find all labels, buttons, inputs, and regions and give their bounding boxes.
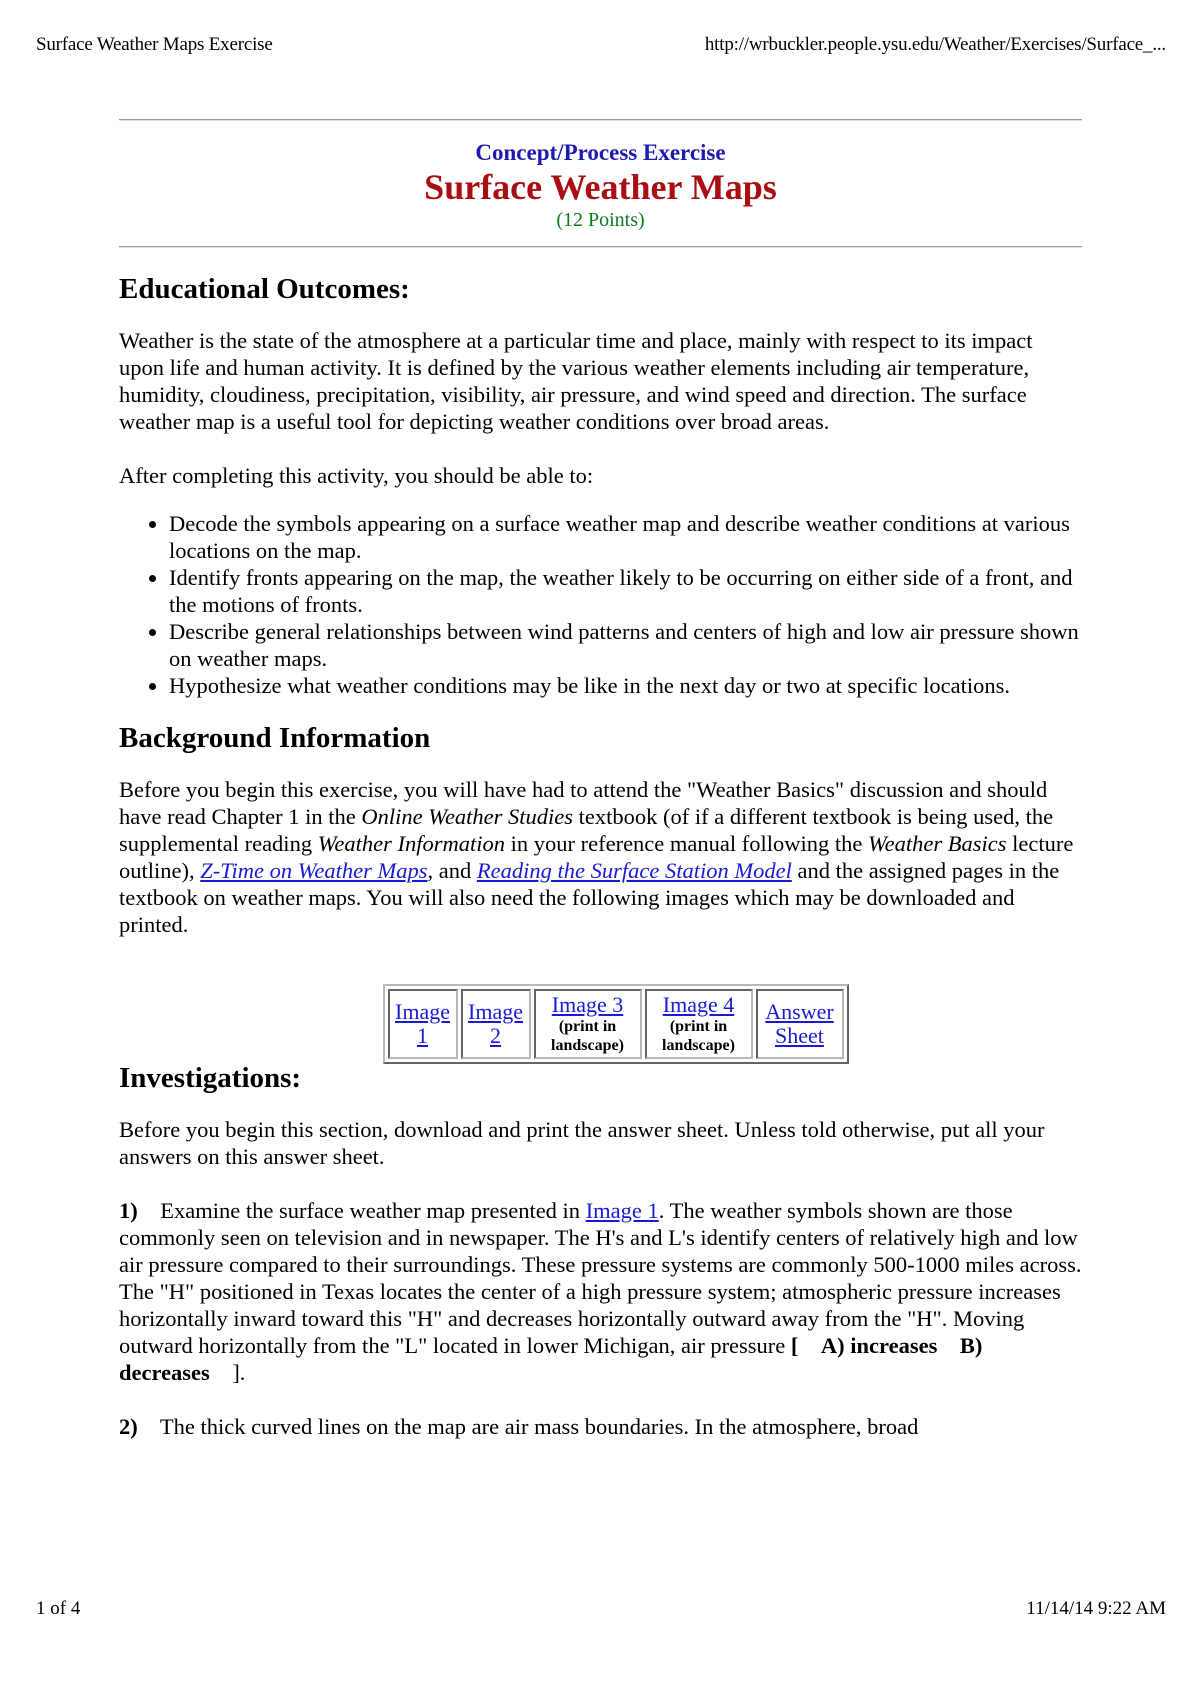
image-cell	[534, 989, 642, 1059]
bracket-close: ].	[232, 1360, 246, 1385]
print-header-title: Surface Weather Maps Exercise	[36, 34, 273, 55]
image-cell	[461, 989, 531, 1059]
background-heading: Background Information	[119, 722, 431, 754]
station-model-link[interactable]: Reading the Surface Station Model	[476, 858, 792, 883]
choice-a: A) increases	[820, 1333, 938, 1358]
image-3-link[interactable]: Image 3	[551, 992, 624, 1017]
title-block	[119, 121, 1082, 246]
question-number: 1)	[119, 1198, 138, 1223]
image-links-wrap	[119, 984, 1082, 1064]
book-title: Online Weather Studies	[361, 804, 574, 829]
text-run: The thick curved lines on the map are air mass boundaries. In the atmosphere, broad	[159, 1414, 919, 1439]
print-datetime: 11/14/14 9:22 AM	[1026, 1598, 1166, 1619]
page-content	[119, 119, 1082, 1440]
image-cell	[645, 989, 753, 1059]
choice-b: B) decreases	[119, 1333, 983, 1385]
reading-title: Weather Information	[317, 831, 505, 856]
outcomes-intro: Weather is the state of the atmosphere at a particular time and place, mainly with respect to its impact upon life and human activity. It is defined by the various weather elements including air temperature, humidity, cloudiness, precipitation, visibility, air pressure, and wind speed and direction. The surface weather map is a useful tool for depicting weather conditions over broad areas.	[119, 328, 1033, 434]
list-item: • Identify fronts appearing on the map, the weather likely to be occurring on either side of a front, and the motions of fronts.	[169, 564, 1082, 618]
text-run: . The weather symbols shown are those commonly seen on television and in newspaper. The H's and L's identify centers of relatively high and low air pressure compared to their surroundings. These pressure systems are commonly 500-1000 miles across. The "H" positioned in Texas locates the center of a high pressure system; atmospheric pressure increases horizontally inward toward this "H" and decreases horizontally outward away from the "H". Moving outward horizontally from the "L" located in lower Michigan, air pressure	[119, 1198, 1082, 1358]
text-run: Examine the surface weather map presented in	[160, 1198, 586, 1223]
text-run: , and	[427, 858, 477, 883]
list-item: • Describe general relationships between wind patterns and centers of high and low air pressure shown on weather maps.	[169, 618, 1082, 672]
investigations-heading: Investigations:	[119, 1062, 302, 1094]
points-label: (12 Points)	[556, 209, 645, 231]
image-2-link[interactable]: Image 2	[468, 999, 523, 1048]
text-run: and the assigned pages in the textbook on weather maps. You will also need the following images which may be downloaded and printed.	[119, 858, 1060, 937]
bracket-open: [	[790, 1333, 799, 1358]
text-run: Before you begin this exercise, you will have had to attend the "Weather Basics" discussion and should have read Chapter 1 in the	[119, 777, 1048, 829]
print-note: (print in landscape)	[662, 1018, 735, 1054]
image-cell	[756, 989, 844, 1059]
lecture-title: Weather Basics	[868, 831, 1007, 856]
question-number: 2)	[119, 1414, 138, 1439]
image-1-inline-link[interactable]: Image 1	[585, 1198, 659, 1223]
outcomes-heading: Educational Outcomes:	[119, 273, 410, 305]
text-run: in your reference manual following the	[505, 831, 868, 856]
background-paragraph	[119, 776, 1082, 938]
list-item: • Hypothesize what weather conditions may be like in the next day or two at specific locations.	[169, 672, 1082, 699]
print-header-url: http://wrbuckler.people.ysu.edu/Weather/Exercises/Surface_...	[704, 34, 1166, 55]
text-run: lecture outline),	[119, 831, 1074, 883]
title-divider	[119, 246, 1082, 248]
list-item: • Decode the symbols appearing on a surface weather map and describe weather conditions at various locations on the map.	[169, 510, 1082, 564]
outcomes-list	[119, 510, 1082, 699]
outcomes-lead: After completing this activity, you should be able to:	[119, 463, 594, 488]
exercise-kicker: Concept/Process Exercise	[475, 140, 726, 165]
print-footer	[36, 1598, 1166, 1620]
image-cell	[388, 989, 458, 1059]
print-note: (print in landscape)	[551, 1018, 624, 1054]
investigations-intro: Before you begin this section, download and print the answer sheet. Unless told otherwise, put all your answers on this answer sheet.	[119, 1117, 1045, 1169]
print-header	[36, 34, 1166, 56]
answer-sheet-link[interactable]: Answer Sheet	[765, 999, 834, 1048]
z-time-link[interactable]: Z-Time on Weather Maps	[200, 858, 428, 883]
page-title: Surface Weather Maps	[424, 167, 777, 207]
image-links-table	[383, 984, 849, 1064]
page-count: 1 of 4	[36, 1598, 81, 1619]
question-2	[119, 1413, 1082, 1440]
text-run: textbook (of if a different textbook is being used, the supplemental reading	[119, 804, 1054, 856]
image-4-link[interactable]: Image 4	[662, 992, 735, 1017]
image-1-link[interactable]: Image 1	[395, 999, 450, 1048]
question-1	[119, 1197, 1082, 1386]
